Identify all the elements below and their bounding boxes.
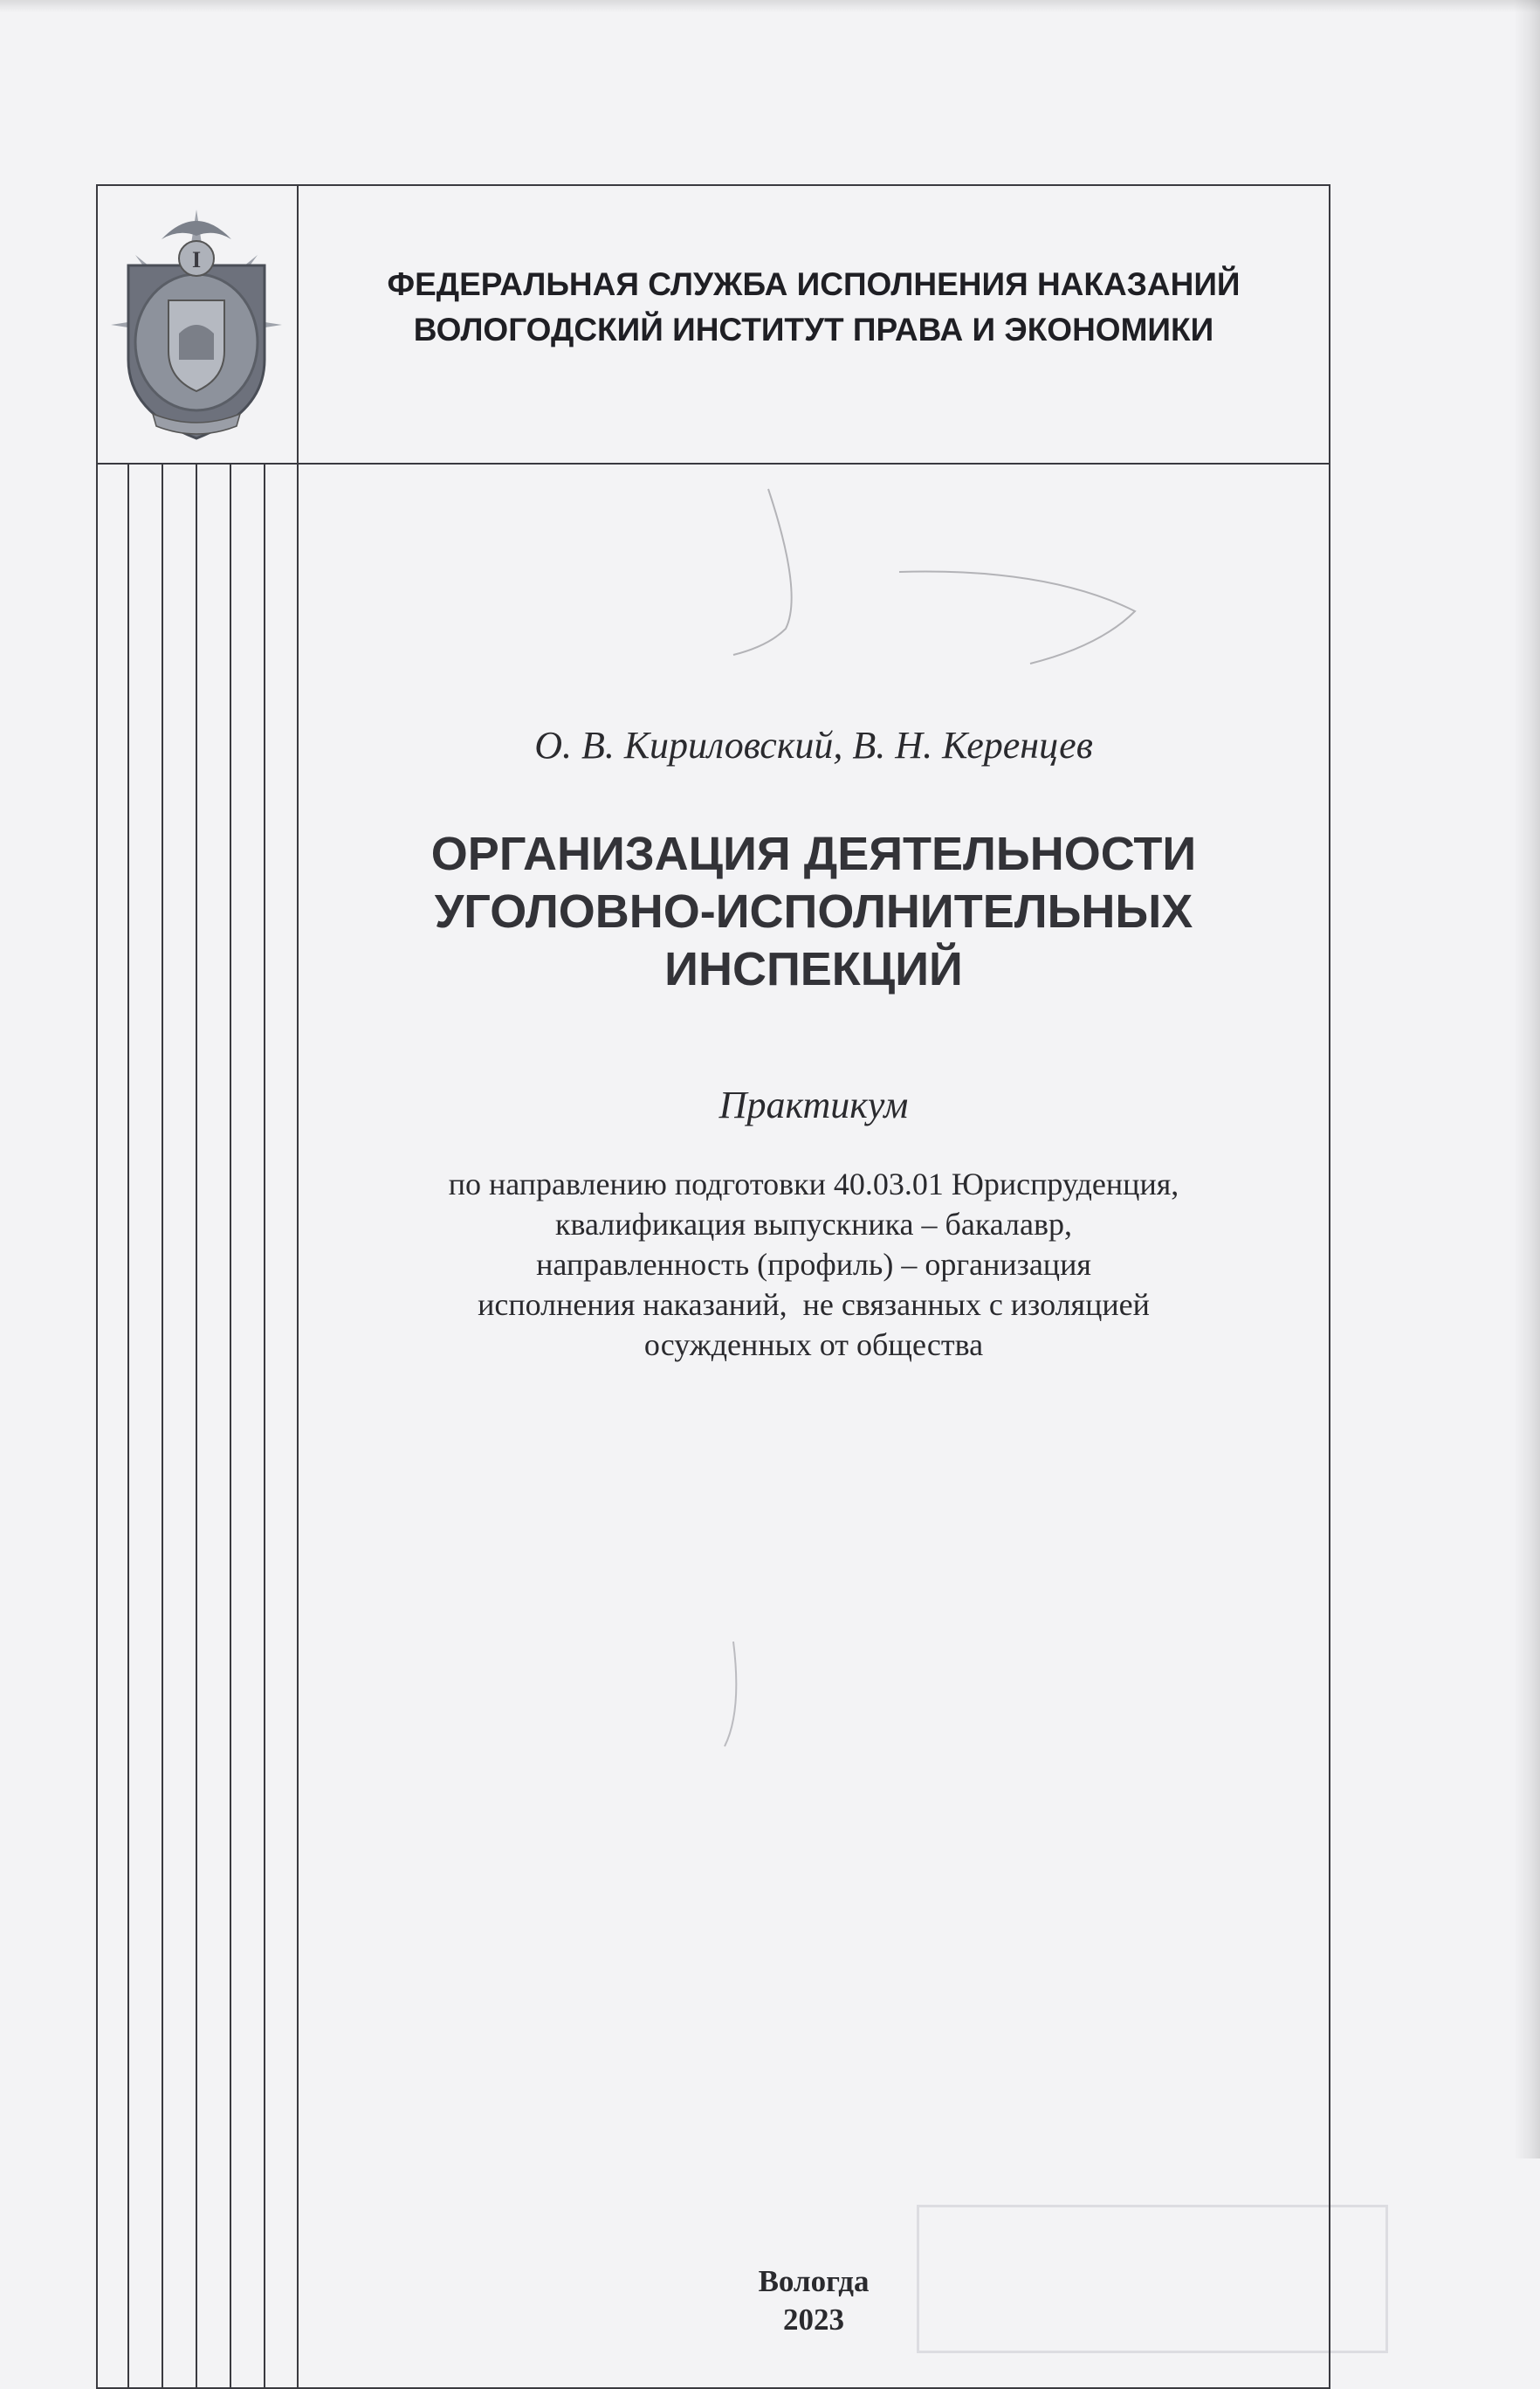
publisher-line-1: ФЕДЕРАЛЬНАЯ СЛУЖБА ИСПОЛНЕНИЯ НАКАЗАНИЙ (387, 266, 1241, 302)
imprint (299, 2262, 1329, 2339)
description-line-2: квалификация выпускника – бакалавр, (555, 1207, 1072, 1242)
title-line-3: ИНСПЕКЦИЙ (664, 943, 963, 995)
description-line-5: осужденных от общества (643, 1327, 984, 1362)
authors: О. В. Кириловский, В. Н. Керенцев (534, 724, 1093, 767)
description-line-3: направленность (профиль) – организация (536, 1247, 1091, 1282)
emblem-numeral: I (191, 247, 202, 272)
title-line-1: ОРГАНИЗАЦИЯ ДЕЯТЕЛЬНОСТИ (430, 828, 1197, 880)
description-line-4: исполнения наказаний, не связанных с изоляцией (478, 1287, 1150, 1322)
book-genre: Практикум (718, 1084, 909, 1126)
title-line-2: УГОЛОВНО-ИСПОЛНИТЕЛЬНЫХ (434, 885, 1193, 938)
imprint-city: Вологда (758, 2264, 870, 2298)
publisher-line-2: ВОЛОГОДСКИЙ ИНСТИТУТ ПРАВА И ЭКОНОМИКИ (413, 312, 1214, 348)
imprint-year: 2023 (783, 2303, 844, 2337)
description-line-1: по направлению подготовки 40.03.01 Юриспруденция, (448, 1167, 1179, 1201)
